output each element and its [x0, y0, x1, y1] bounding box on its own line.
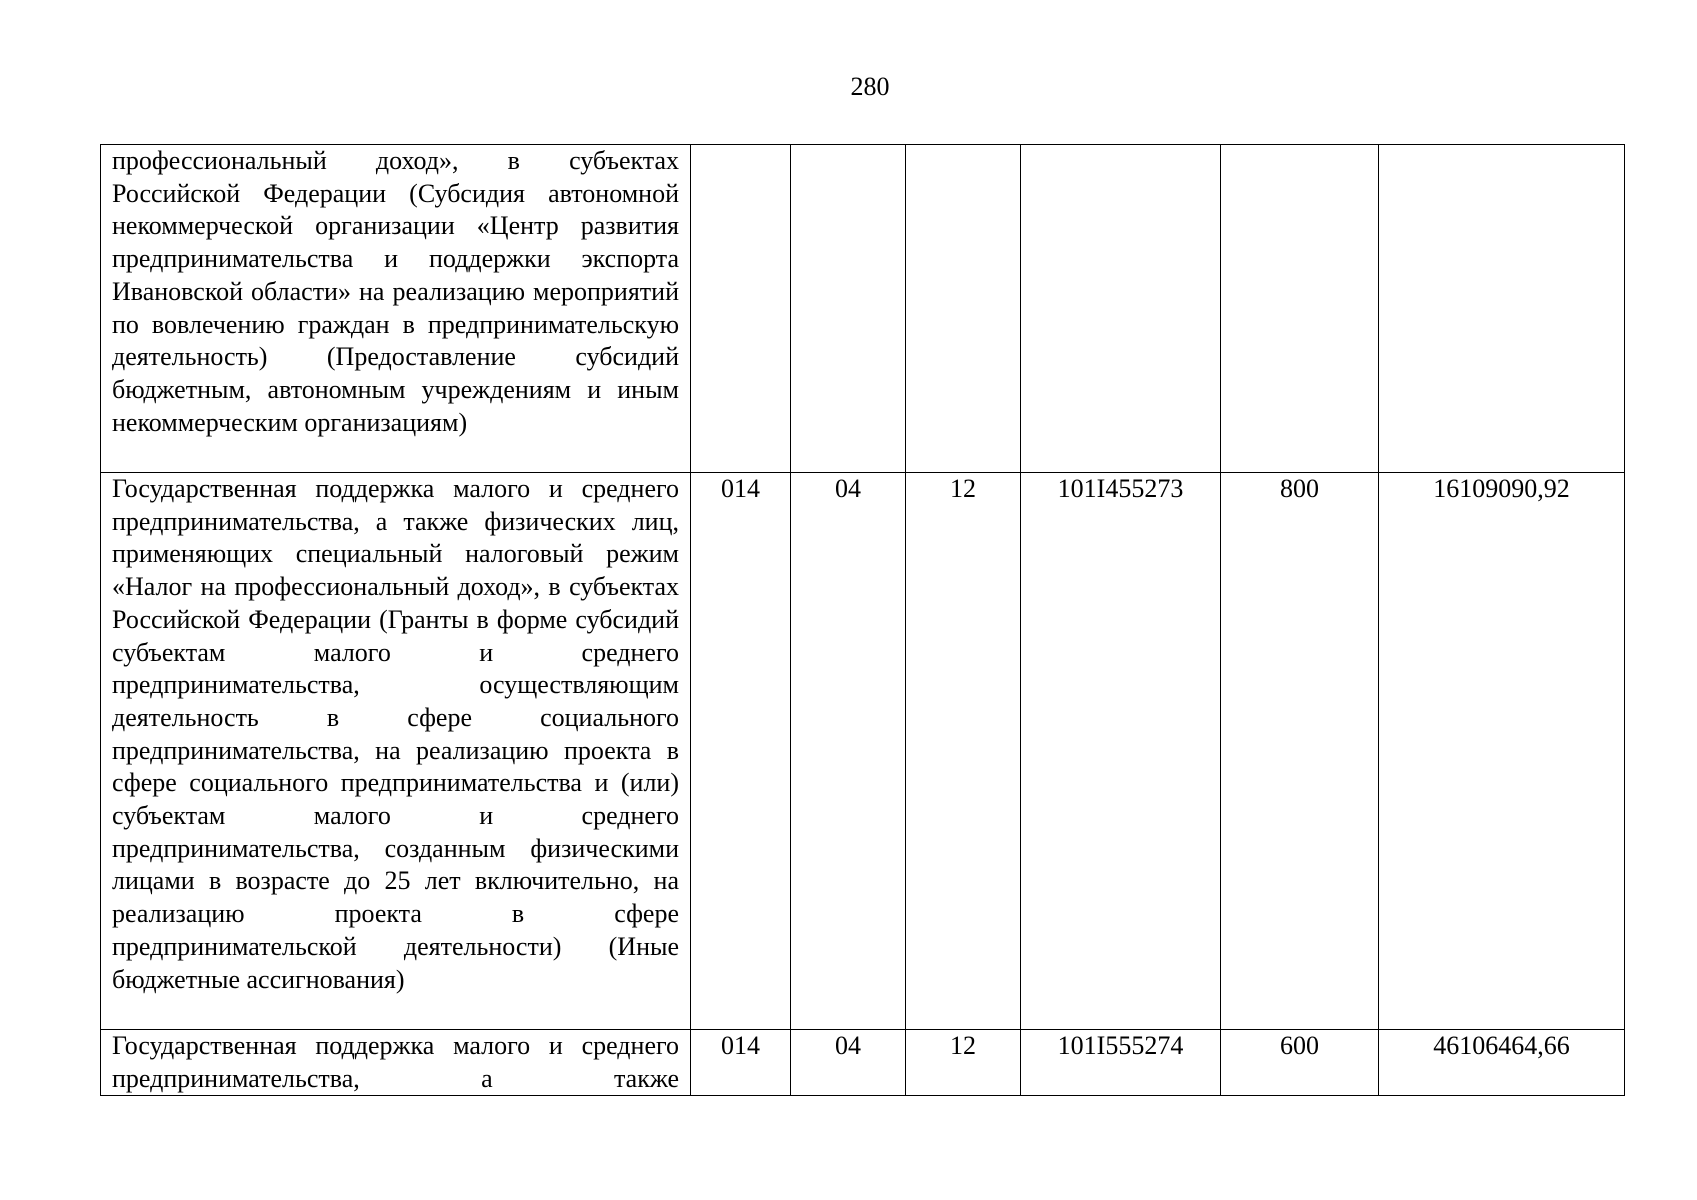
- cell-amount: 46106464,66: [1379, 1030, 1625, 1096]
- cell-amount: [1379, 145, 1625, 473]
- cell-description: [101, 1030, 691, 1096]
- cell-target-article: 101I555274: [1021, 1030, 1221, 1096]
- cell-section: [791, 145, 906, 473]
- page-number: 280: [850, 72, 890, 101]
- cell-target-article: [1021, 145, 1221, 473]
- cell-expense-type: 600: [1221, 1030, 1379, 1096]
- cell-target-article: 101I455273: [1021, 473, 1221, 1030]
- cell-section: 04: [791, 1030, 906, 1096]
- cell-code: [691, 145, 791, 473]
- cell-description: [101, 145, 691, 473]
- cell-subsection: 12: [906, 1030, 1021, 1096]
- table-row: [101, 145, 1625, 473]
- cell-subsection: 12: [906, 473, 1021, 1030]
- cell-subsection: [906, 145, 1021, 473]
- table-row: [101, 1030, 1625, 1096]
- cell-section: 04: [791, 473, 906, 1030]
- description-text: профессиональный доход», в субъектах Российской Федерации (Субсидия автономной некоммерческой организации «Центр развития предпринимательства и поддержки экспорта Ивановской области» на реализацию мероприятий по вовлечению граждан в предпринимательскую деятельность) (Предоставление субсидий бюджетным, автономным учреждениям и иным некоммерческим организациям): [112, 146, 679, 437]
- cell-expense-type: [1221, 145, 1379, 473]
- cell-expense-type: 800: [1221, 473, 1379, 1030]
- cell-code: 014: [691, 1030, 791, 1096]
- cell-amount: 16109090,92: [1379, 473, 1625, 1030]
- cell-description: [101, 473, 691, 1030]
- cell-code: 014: [691, 473, 791, 1030]
- description-text: Государственная поддержка малого и среднего предпринимательства, а также: [112, 1031, 679, 1093]
- table-row: [101, 473, 1625, 1030]
- description-text: Государственная поддержка малого и среднего предпринимательства, а также физических лиц, применяющих специальный налоговый режим «Налог на профессиональный доход», в субъектах Российской Федерации (Гранты в форме субсидий субъектам малого и среднего предпринимательства, осуществляющим деятельность в сфере социального предпринимательства, на реализацию проекта в сфере социального предпринимательства и (или) субъектам малого и среднего предпринимательства, созданным физическими лицами в возрасте до 25 лет включительно, на реализацию проекта в сфере предпринимательской деятельности) (Иные бюджетные ассигнования): [112, 474, 679, 994]
- budget-table: [100, 144, 1625, 1096]
